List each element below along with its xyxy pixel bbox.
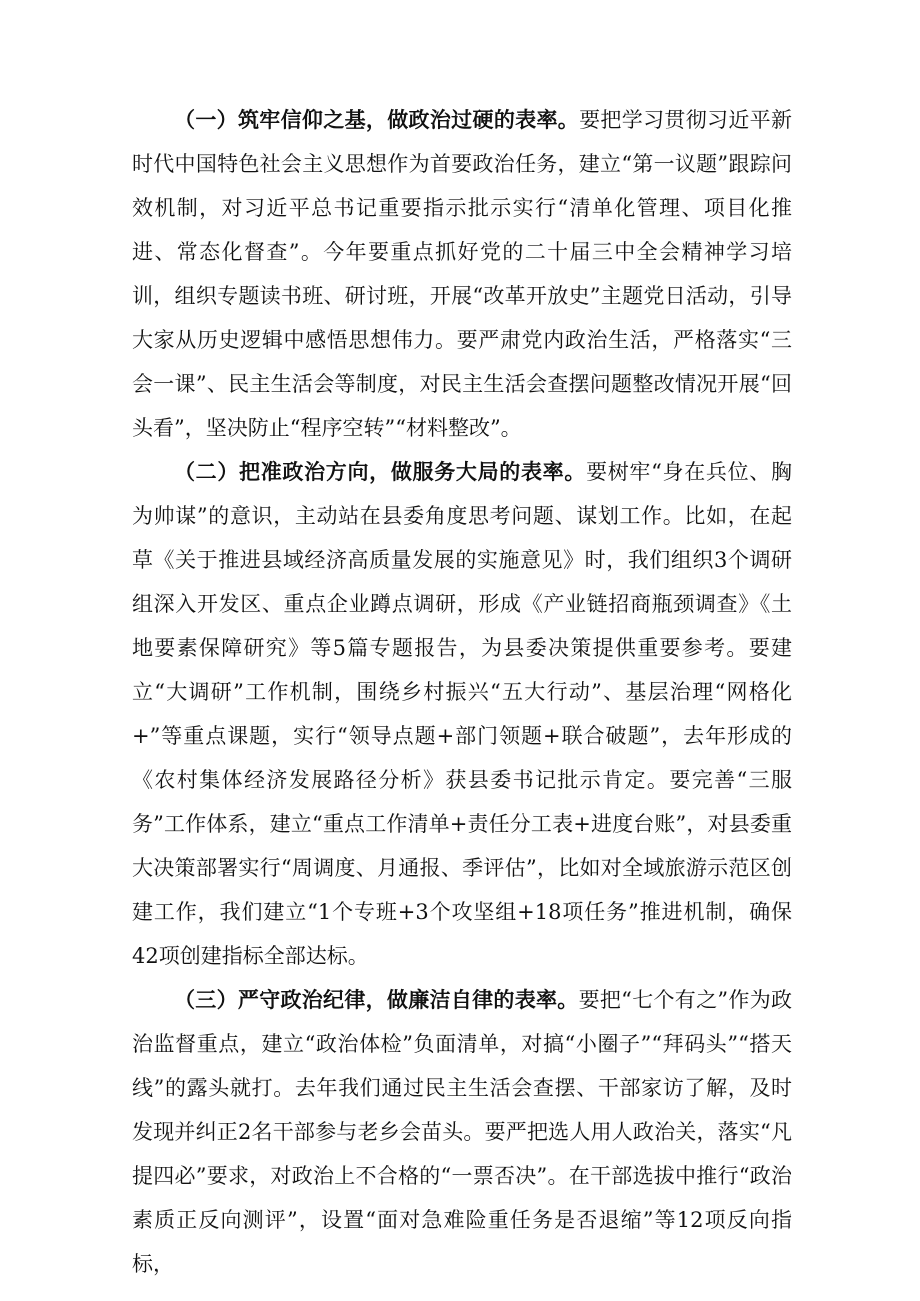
paragraph-2-text: 要树牢“身在兵位、胸为帅谋”的意识，主动站在县委角度思考问题、谋划工作。比如，在起草《关于推进县域经济高质量发展的实施意见》时，我们组织3个调研组深入开发区、重点企业蹲点调研，形成《产业链招商瓶颈调查》《土地要素保障研究》等5篇专题报告，为县委决策提供重要参考。要建立“大调研”工作机制，围绕乡村振兴“五大行动”、基层治理“网格化+”等重点课题，实行“领导点题+部门领题+联合破题”，去年形成的《农村集体经济发展路径分析》获县委书记批示肯定。要完善“三服务”工作体系，建立“重点工作清单+责任分工表+进度台账”，对县委重大决策部署实行“周调度、月通报、季评估”，比如对全域旅游示范区创建工作，我们建立“1个专班+3个攻坚组+18项任务”推进机制，确保42项创建指标全部达标。 [132,460,792,968]
paragraph-3-text: 要把“七个有之”作为政治监督重点，建立“政治体检”负面清单，对搞“小圈子”“拜码头”“搭天线”的露头就打。去年我们通过民主生活会查摆、干部家访了解，及时发现并纠正2名干部参与老乡会苗头。要严把选人用人政治关，落实“凡提四必”要求，对政治上不合格的“一票否决”。在干部选拔中推行“政治素质正反向测评”，设置“面对急难险重任务是否退缩”等12项反向指标， [132,988,792,1276]
paragraph-3-heading: （三）严守政治纪律，做廉洁自律的表率。 [174,987,579,1012]
paragraph-1 [132,98,792,450]
paragraph-3 [132,978,792,1286]
document-body [132,98,792,1286]
paragraph-2-heading: （二）把准政治方向，做服务大局的表率。 [174,459,587,484]
paragraph-2 [132,450,792,978]
paragraph-1-text: 要把学习贯彻习近平新时代中国特色社会主义思想作为首要政治任务，建立“第一议题”跟踪问效机制，对习近平总书记重要指示批示实行“清单化管理、项目化推进、常态化督查”。今年要重点抓好党的二十届三中全会精神学习培训，组织专题读书班、研讨班，开展“改革开放史”主题党日活动，引导大家从历史逻辑中感悟思想伟力。要严肃党内政治生活，严格落实“三会一课”、民主生活会等制度，对民主生活会查摆问题整改情况开展“回头看”，坚决防止“程序空转”“材料整改”。 [132,108,793,440]
paragraph-1-heading: （一）筑牢信仰之基，做政治过硬的表率。 [174,107,580,132]
